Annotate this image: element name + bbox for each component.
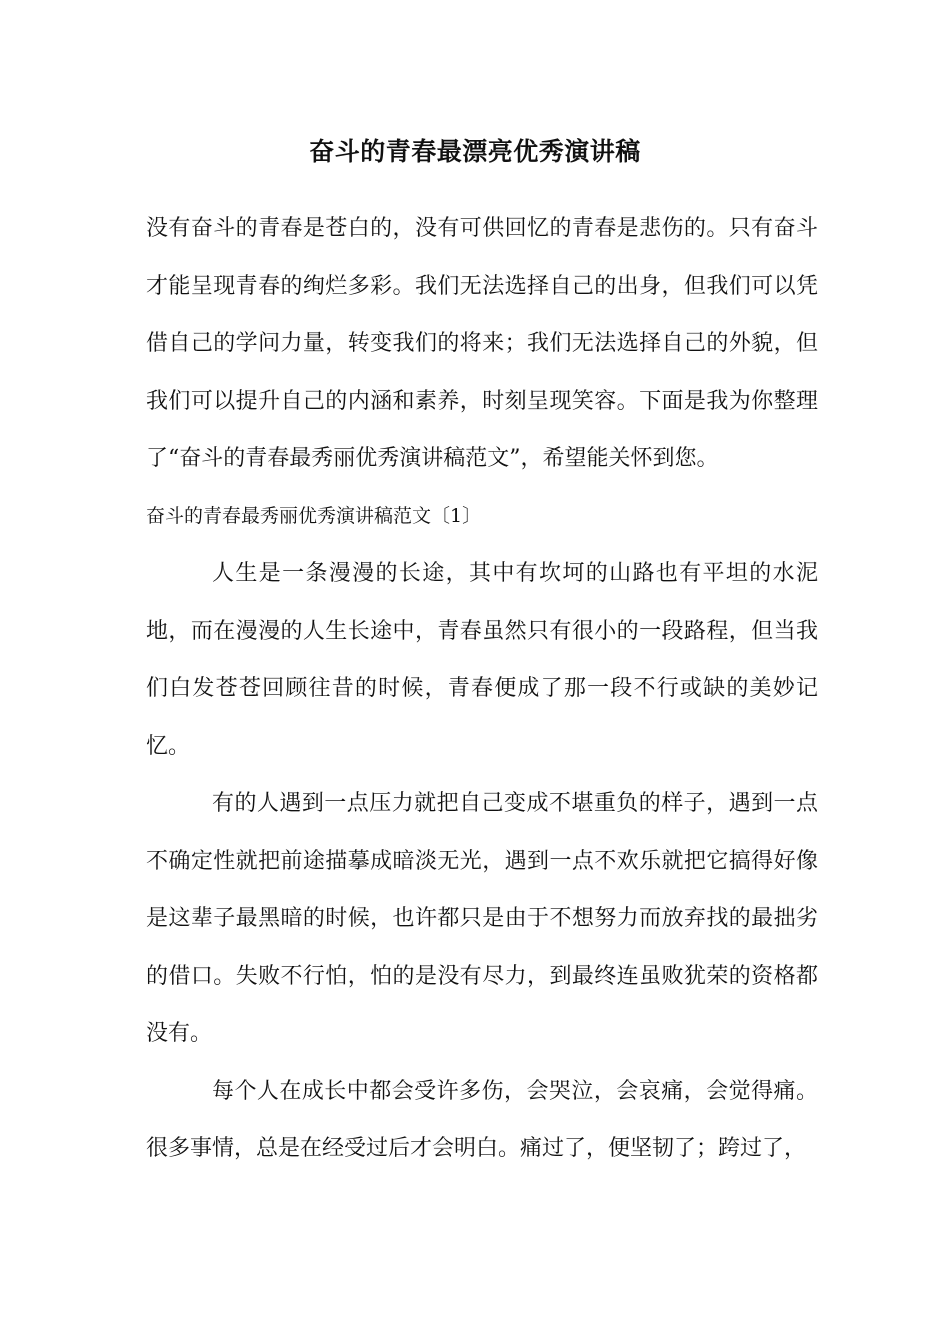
document-body xyxy=(146,200,818,1178)
intro-paragraph: 没有奋斗的青春是苍白的，没有可供回忆的青春是悲伤的。只有奋斗才能呈现青春的绚烂多彩。我们无法选择自己的出身，但我们可以凭借自己的学问力量，转变我们的将来；我们无法选择自己的外貌，但我们可以提升自己的内涵和素养，时刻呈现笑容。下面是我为你整理了“奋斗的青春最秀丽优秀演讲稿范文”，希望能关怀到您。 xyxy=(146,216,818,471)
body-paragraph-3: 每个人在成长中都会受许多伤，会哭泣，会哀痛，会觉得痛。很多事情，总是在经受过后才会明白。痛过了，便坚韧了；跨过了， xyxy=(146,1078,818,1161)
document-title: 奋斗的青春最漂亮优秀演讲稿 xyxy=(309,137,641,166)
body-paragraph-2: 有的人遇到一点压力就把自己变成不堪重负的样子，遇到一点不确定性就把前途描摹成暗淡无光，遇到一点不欢乐就把它搞得好像是这辈子最黑暗的时候，也许都只是由于不想努力而放弃找的最拙劣的借口。失败不行怕，怕的是没有尽力，到最终连虽败犹荣的资格都没有。 xyxy=(146,791,818,1046)
section-heading: 奋斗的青春最秀丽优秀演讲稿范文〔1〕 xyxy=(146,504,482,527)
body-paragraph-1: 人生是一条漫漫的长途，其中有坎坷的山路也有平坦的水泥地，而在漫漫的人生长途中，青春虽然只有很小的一段路程，但当我们白发苍苍回顾往昔的时候，青春便成了那一段不行或缺的美妙记忆。 xyxy=(146,561,818,759)
